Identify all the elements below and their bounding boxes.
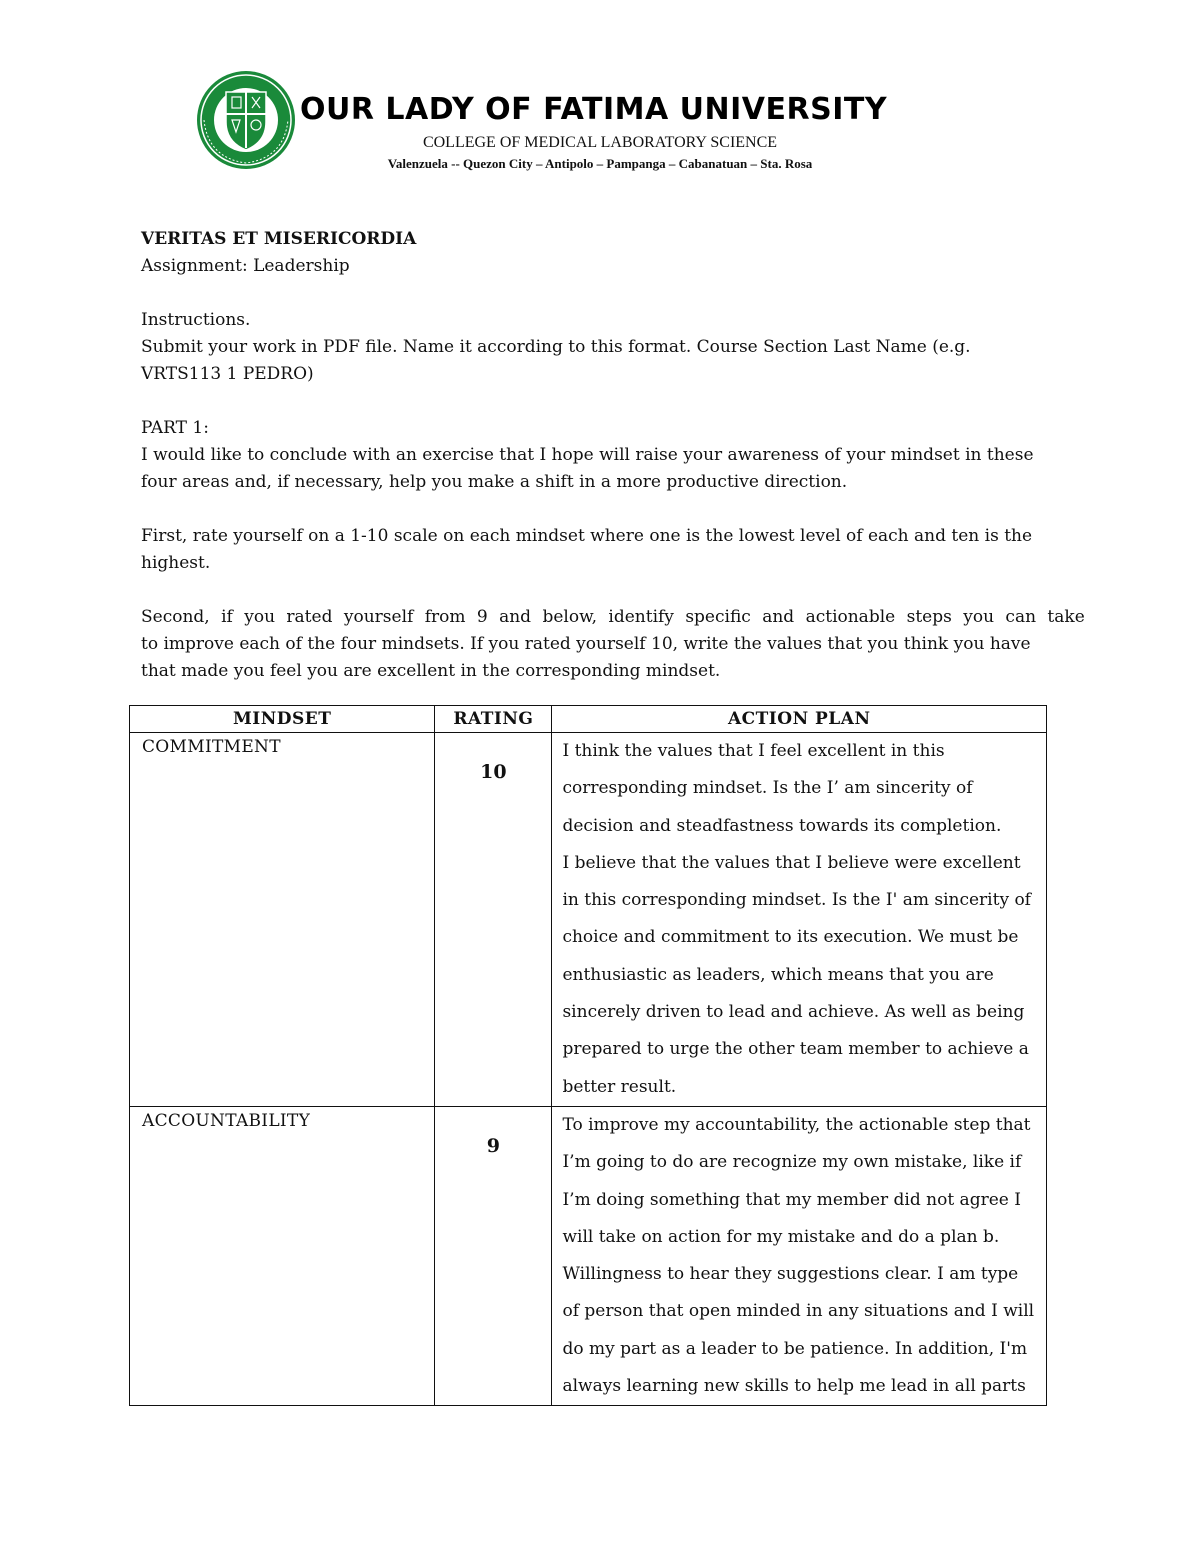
second-step-line: to improve each of the four mindsets. If you rated yourself 10, write the values that you think you have — [141, 634, 1031, 654]
action-plan-line: To improve my accountability, the actionable step that — [562, 1114, 1031, 1135]
university-name: OUR LADY OF FATIMA UNIVERSITY — [300, 92, 888, 127]
spacer — [141, 388, 1046, 415]
action-plan-line: sincerely driven to lead and achieve. As well as being — [562, 1002, 1025, 1023]
action-plan-line: better result. — [562, 1076, 677, 1097]
action-plan-line: Willingness to hear they suggestions clear. I am type — [562, 1264, 1019, 1285]
mindset-table — [129, 705, 1047, 1406]
action-plan-line: I believe that the values that I believe were excellent — [562, 852, 1021, 873]
motto-heading: VERITAS ET MISERICORDIA — [141, 229, 417, 249]
mindset-cell: ACCOUNTABILITY — [130, 1106, 435, 1405]
action-plan-cell — [552, 733, 1047, 1107]
action-plan-line: decision and steadfastness towards its completion. — [562, 815, 1002, 836]
table-row — [130, 1106, 1047, 1405]
instructions-label: Instructions. — [141, 310, 251, 330]
spacer — [141, 577, 1046, 604]
second-step-line: that made you feel you are excellent in the corresponding mindset. — [141, 661, 721, 681]
action-plan-line: enthusiastic as leaders, which means that you are — [562, 964, 994, 985]
rating-cell — [435, 733, 552, 1107]
spacer — [141, 280, 1046, 307]
instructions-text-line: VRTS113 1 PEDRO) — [141, 364, 314, 384]
action-plan-line: choice and commitment to its execution. We must be — [562, 927, 1019, 948]
action-plan-line: I think the values that I feel excellent in this — [562, 741, 945, 761]
spacer — [141, 496, 1046, 523]
instructions-text-line: Submit your work in PDF file. Name it according to this format. Course Section Last Name (e.g. — [141, 337, 971, 357]
table-row — [130, 733, 1047, 1107]
action-plan-line: do my part as a leader to be patience. In addition, I'm — [562, 1338, 1028, 1359]
action-plan-line: I’m doing something that my member did not agree I — [562, 1189, 1021, 1210]
table-header-row — [130, 706, 1047, 733]
first-step-line: First, rate yourself on a 1-10 scale on each mindset where one is the lowest level of each and ten is the — [141, 526, 1033, 546]
document-body — [141, 226, 1085, 685]
college-name: COLLEGE OF MEDICAL LABORATORY SCIENCE — [422, 134, 778, 151]
action-plan-line: always learning new skills to help me lead in all parts — [562, 1376, 1026, 1397]
action-plan-line: of person that open minded in any situations and I will — [562, 1301, 1035, 1322]
intro-text-line: four areas and, if necessary, help you make a shift in a more productive direction. — [141, 472, 848, 492]
column-header-rating: RATING — [435, 706, 552, 733]
first-step-line: highest. — [141, 553, 211, 573]
action-plan-line: corresponding mindset. Is the I’ am sincerity of — [562, 778, 973, 799]
action-plan-cell — [552, 1106, 1047, 1405]
rating-cell — [435, 1106, 552, 1405]
assignment-title: Assignment: Leadership — [141, 256, 350, 276]
rating-value: 9 — [486, 1134, 500, 1157]
university-seal-logo — [196, 70, 296, 170]
action-plan-line: in this corresponding mindset. Is the I' am sincerity of — [562, 890, 1031, 911]
intro-text-line: I would like to conclude with an exercise that I hope will raise your awareness of your mindset in these — [141, 445, 1034, 465]
action-plan-line: will take on action for my mistake and do a plan b. — [562, 1226, 1000, 1247]
campus-list: Valenzuela -- Quezon City – Antipolo – Pampanga – Cabanatuan – Sta. Rosa — [387, 156, 813, 171]
action-plan-line: prepared to urge the other team member to achieve a — [562, 1039, 1029, 1060]
column-header-action-plan: ACTION PLAN — [552, 706, 1047, 733]
rating-value: 10 — [480, 761, 507, 783]
column-header-mindset: MINDSET — [130, 706, 435, 733]
part-label: PART 1: — [141, 418, 209, 438]
second-step-line: Second, if you rated yourself from 9 and below, identify specific and actionable steps you can take — [141, 607, 1085, 627]
action-plan-line: I’m going to do are recognize my own mistake, like if — [562, 1152, 1022, 1173]
mindset-cell: COMMITMENT — [130, 733, 435, 1107]
